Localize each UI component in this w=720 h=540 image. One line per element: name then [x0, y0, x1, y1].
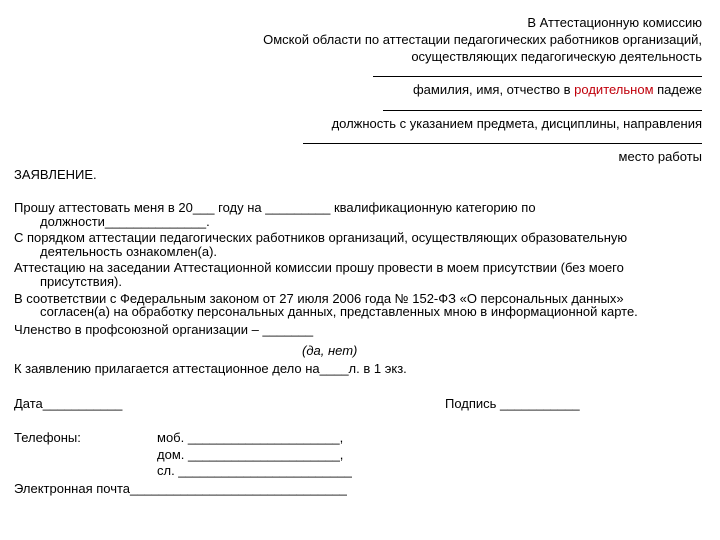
paragraph-1-line-2: должности______________.: [40, 214, 210, 229]
paragraph-2-line-2: деятельность ознакомлен(а).: [40, 244, 218, 259]
name-caption-pre: фамилия, имя, отчество в: [412, 82, 575, 97]
name-caption-post: падеже: [653, 82, 702, 97]
name-caption: [413, 82, 702, 97]
paragraph-4-line-2: согласен(а) на обработку персональных данных, представленных мною в информационной карте.: [40, 304, 638, 319]
signature-field: Подпись ___________: [445, 396, 580, 411]
paragraph-1-line-1: Прошу аттестовать меня в 20___ году на _________ квалификационную категорию по: [14, 200, 536, 215]
paragraph-4-line-1: В соответствии с Федеральным законом от 27 июля 2006 года № 152-ФЗ «О персональных данных»: [14, 291, 624, 306]
home-phone-field: дом. _____________________,: [157, 447, 344, 462]
header-line-3: осуществляющих педагогическую деятельность: [411, 49, 702, 64]
email-field: Электронная почта______________________________: [14, 481, 347, 496]
union-membership: Членство в профсоюзной организации – _______: [14, 322, 314, 337]
position-caption: должность с указанием предмета, дисциплины, направления: [331, 116, 702, 131]
workplace-blank-line[interactable]: [303, 143, 702, 144]
mobile-phone-field: моб. _____________________,: [157, 430, 344, 445]
attachments-line: К заявлению прилагается аттестационное дело на____л. в 1 экз.: [14, 361, 407, 376]
position-blank-line[interactable]: [383, 110, 702, 111]
name-caption-highlight: родительном: [574, 82, 654, 97]
name-blank-line[interactable]: [373, 76, 702, 77]
date-field: Дата___________: [14, 396, 123, 411]
work-phone-field: сл. ________________________: [157, 463, 352, 478]
paragraph-3-line-2: присутствия).: [40, 274, 122, 289]
header-line-1: В Аттестационную комиссию: [527, 15, 702, 30]
paragraph-2-line-1: С порядком аттестации педагогических работников организаций, осуществляющих образовательную: [14, 230, 628, 245]
document-title: ЗАЯВЛЕНИЕ.: [14, 167, 97, 182]
phones-label: Телефоны:: [14, 430, 81, 445]
workplace-caption: место работы: [618, 149, 702, 164]
paragraph-3-line-1: Аттестацию на заседании Аттестационной комиссии прошу провести в моем присутствии (без моего: [14, 260, 624, 275]
union-membership-hint: (да, нет): [302, 343, 358, 358]
header-line-2: Омской области по аттестации педагогических работников организаций,: [263, 32, 702, 47]
